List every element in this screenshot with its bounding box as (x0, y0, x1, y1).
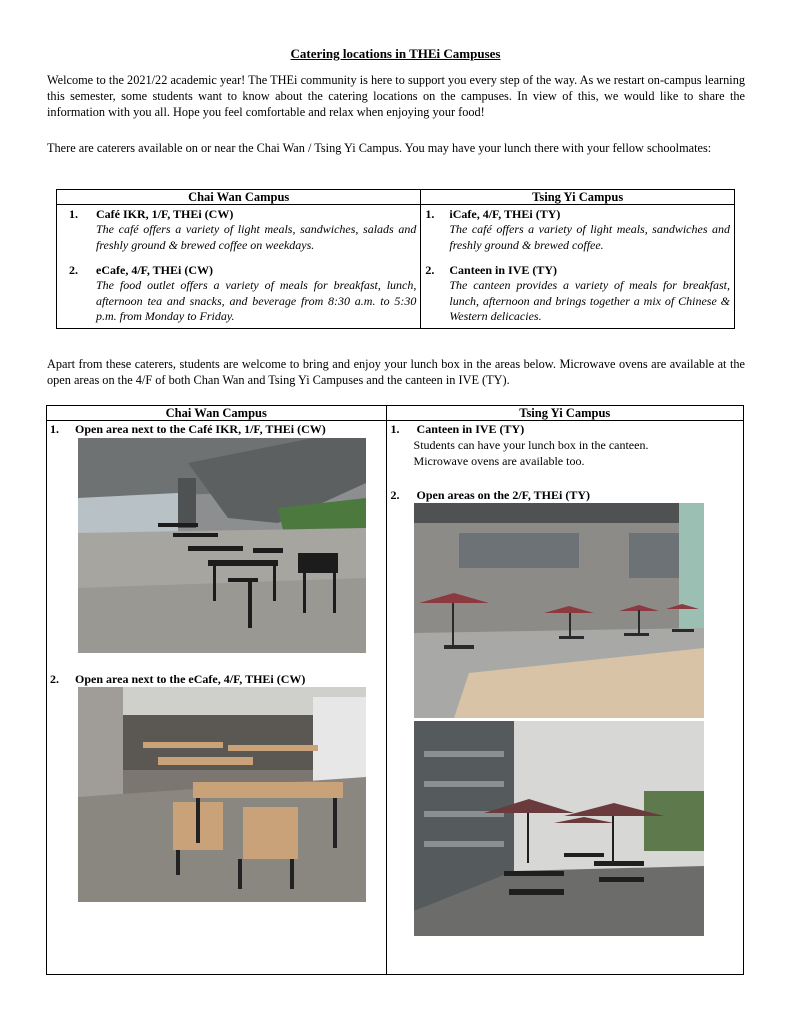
item-number: 1. (390, 422, 400, 436)
lunchbox-intro-paragraph: Apart from these caterers, students are welcome to bring and enjoy your lunch box in the areas below. Microwave ovens are available at the open areas on the 4/F of both Chan Wan and Tsing Yi Campuses and the canteen in IVE (TY). (47, 357, 745, 387)
cafe-ikr-open-area-photo (78, 438, 366, 653)
tsing-yi-open-area-photo-2 (414, 721, 704, 936)
item-number: 1. (69, 207, 78, 221)
intro-paragraph: Welcome to the 2021/22 academic year! The THEi community is here to support you every step of the way. As we restart on-campus learning this semester, some students want to know about the catering locations on the campuses. In view of this, we would like to share the information with you all. Hope you feel comfortable and relax when enjoying your food! (47, 73, 745, 119)
caterer-description: The canteen provides a variety of meals for breakfast, lunch, afternoon and brings together a mix of Chinese & Western delicacies. (449, 278, 730, 323)
area-title: Open areas on the 2/F, THEi (TY) (416, 488, 590, 502)
area-title: Open area next to the eCafe, 4/F, THEi (CW) (75, 672, 306, 686)
caterer-item (425, 207, 730, 253)
caterer-description: The café offers a variety of light meals, sandwiches, salads and freshly ground & brewed coffee on weekdays. (96, 222, 417, 252)
caterers-header-chai-wan: Chai Wan Campus (57, 190, 421, 205)
caterer-name: iCafe, 4/F, THEi (TY) (449, 207, 561, 221)
ecafe-open-area-photo (78, 687, 366, 902)
areas-header-chai-wan: Chai Wan Campus (47, 406, 387, 421)
item-number: 1. (50, 422, 59, 436)
caterers-cell-chai-wan (57, 205, 421, 329)
caterer-name: Canteen in IVE (TY) (449, 263, 558, 277)
area-description-line: Students can have your lunch box in the canteen. (413, 438, 649, 452)
area-title: Canteen in IVE (TY) (416, 422, 525, 436)
areas-cell-chai-wan (47, 421, 387, 975)
caterer-description: The food outlet offers a variety of meals for breakfast, lunch, afternoon tea and snacks, and beverage from 8:30 a.m. to 5:30 p.m. from Monday to Friday. (96, 278, 417, 323)
caterers-table (56, 189, 735, 329)
item-number: 2. (69, 263, 78, 277)
caterers-header-tsing-yi: Tsing Yi Campus (421, 190, 735, 205)
item-number: 2. (390, 488, 400, 502)
areas-header-tsing-yi: Tsing Yi Campus (386, 406, 743, 421)
caterer-item (425, 263, 730, 325)
lunchbox-areas-table (46, 405, 744, 975)
area-title: Open area next to the Café IKR, 1/F, THEi (CW) (75, 422, 326, 436)
item-number: 1. (425, 207, 435, 221)
caterers-cell-tsing-yi (421, 205, 735, 329)
caterer-description: The café offers a variety of light meals, sandwiches and freshly ground & brewed coffee. (449, 222, 730, 252)
caterers-intro-paragraph: There are caterers available on or near the Chai Wan / Tsing Yi Campus. You may have your lunch there with your fellow schoolmates: (47, 141, 712, 155)
page-title: Catering locations in THEi Campuses (290, 46, 501, 61)
caterer-name: Café IKR, 1/F, THEi (CW) (96, 207, 234, 221)
areas-cell-tsing-yi (386, 421, 743, 975)
caterer-item (69, 207, 416, 253)
caterer-name: eCafe, 4/F, THEi (CW) (96, 263, 213, 277)
item-number: 2. (425, 263, 435, 277)
tsing-yi-open-area-photo-1 (414, 503, 704, 718)
area-description-line: Microwave ovens are available too. (413, 454, 585, 468)
item-number: 2. (50, 672, 59, 686)
caterer-item (69, 263, 416, 325)
